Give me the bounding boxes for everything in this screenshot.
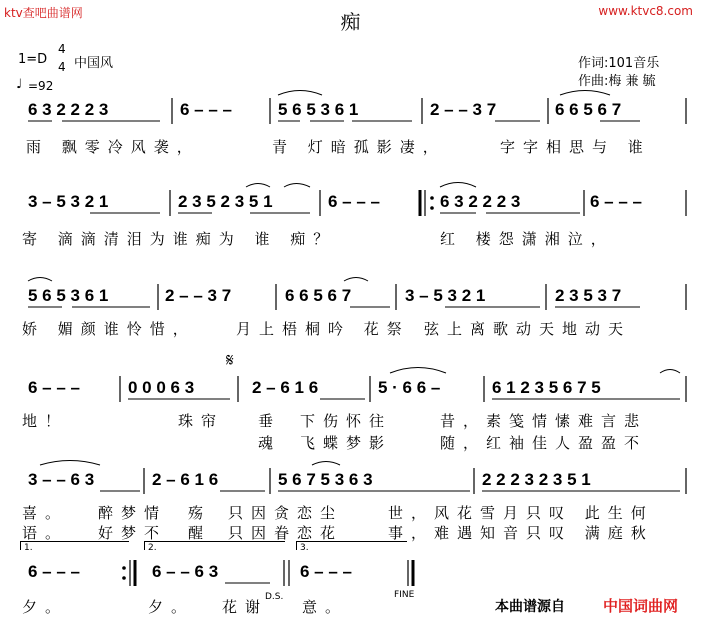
site-watermark-right[interactable]: www.ktvc8.com [598,4,693,18]
lyric-line: 喜。 [22,504,69,522]
measure: 2 – 6 1 6 [252,378,319,397]
slur [660,370,680,374]
measure: 6 3 2 2 2 3 [28,100,109,119]
lyric-line: 事，难遇知音只叹 满庭秋 [388,524,654,542]
dal-segno-mark: D.S. [265,592,284,602]
tempo-note-icon: ♩ [16,77,23,92]
lyric-line: 娇 媚颜谁怜惜， [22,320,196,338]
measure: 3 – 5 3 2 1 [405,286,486,305]
lyric-line: 下伤怀往 [300,412,393,430]
volta-number: 1. [24,543,33,553]
slur [278,91,322,96]
lyric-line: 昔，素笺情愫难言悲 [440,412,648,430]
repeat-dot [122,576,126,580]
measure: 6 3 2 2 2 3 [440,192,521,211]
tempo: =92 [28,79,54,93]
lyric-line: 随，红袖佳人盈盈不 [440,434,648,452]
lyric-line: 夕。 [22,598,69,616]
lyric-line: 红 楼怨潇湘泣， [440,230,614,248]
lyric-line: 只因眷恋花 [228,524,344,542]
song-title: 痴 [340,10,361,34]
lyric-line: 夕。 [148,598,195,616]
site-watermark-left[interactable]: ktv查吧曲谱网 [4,6,83,20]
slur [246,184,270,188]
repeat-dot [430,206,434,210]
volta-number: 3. [300,543,309,553]
lyric-line: 珠帘 [178,412,225,430]
measure: 2 – – 3 7 [165,286,232,305]
lyric-line: 飞蝶梦影 [300,434,393,452]
fine-mark: FINE [394,590,415,600]
measure: 5 · 6 6 – [378,378,441,397]
measure: 2 2 2 3 2 3 5 1 [482,470,591,489]
lyric-line: 语。 [22,524,69,542]
lyric-line: 只因贪恋尘 [228,504,344,522]
lyric-line: 弦上离歌动天地动天 [424,320,632,338]
measure: 5 6 5 3 6 1 [278,100,359,119]
slur [312,462,340,466]
composer: 作曲:梅 兼 毓 [578,74,656,89]
repeat-dot [430,196,434,200]
slur [560,91,610,96]
measure: 6 – – – [28,562,80,581]
measure: 6 – – – [328,192,380,211]
measure: 2 – 6 1 6 [152,470,219,489]
repeat-dot [122,566,126,570]
measure: 6 – – – [180,100,232,119]
slur [28,278,52,282]
lyric-line: 好梦不 [98,524,168,542]
segno-icon: 𝄋 [226,350,234,371]
measure: 2 3 5 2 3 5 1 [178,192,273,211]
measure: 2 3 5 3 7 [555,286,622,305]
measure: 6 – – – [28,378,80,397]
measure: 5 6 5 3 6 1 [28,286,109,305]
slur [390,368,446,374]
slur [344,278,368,282]
lyric-line: 雨 飘零冷风袭， [26,138,200,156]
time-sig-bottom: 4 [58,60,66,74]
measure: 5 6 7 5 3 6 3 [278,470,373,489]
lyric-line: 字字相思与 谁 [500,138,651,156]
lyric-line: 世，风花雪月只叹 此生何 [388,504,654,522]
slur [40,461,100,466]
measure: 6 6 5 6 7 [285,286,352,305]
brand-link[interactable]: 中国词曲网 [603,597,679,615]
lyricist: 作词:101音乐 [578,56,660,71]
measure: 6 – – – [300,562,352,581]
measure: 6 1 2 3 5 6 7 5 [492,378,601,397]
measure: 6 6 5 6 7 [555,100,622,119]
measure: 6 – – 6 3 [152,562,219,581]
measure: 2 – – 3 7 [430,100,497,119]
lyric-line: 青 灯暗孤影凄， [272,138,446,156]
lyric-line: 花谢 [222,598,269,616]
key-signature: 1=D [18,52,48,67]
lyric-line: 月上梧桐吟 花祭 [236,320,410,338]
lyric-line: 垂 [258,412,282,430]
style-label: 中国风 [74,56,114,71]
lyric-line: 地！ [22,412,69,430]
measure: 0 0 0 6 3 [128,378,195,397]
lyric-line: 殇 [188,504,212,522]
lyric-line: 醒 [188,524,212,542]
volta-number: 2. [148,543,157,553]
lyric-line: 魂 [258,434,282,452]
source-label: 本曲谱源自 [495,599,565,615]
measure: 6 – – – [590,192,642,211]
measure: 3 – 5 3 2 1 [28,192,109,211]
slur [284,184,310,188]
time-sig-top: 4 [58,42,66,56]
lyric-line: 意。 [302,598,349,616]
measure: 3 – – 6 3 [28,470,95,489]
lyric-line: 寄 滴滴清泪为谁痴为 谁 痴？ [22,230,337,248]
slur [440,183,476,188]
lyric-line: 醉梦情 [98,504,168,522]
